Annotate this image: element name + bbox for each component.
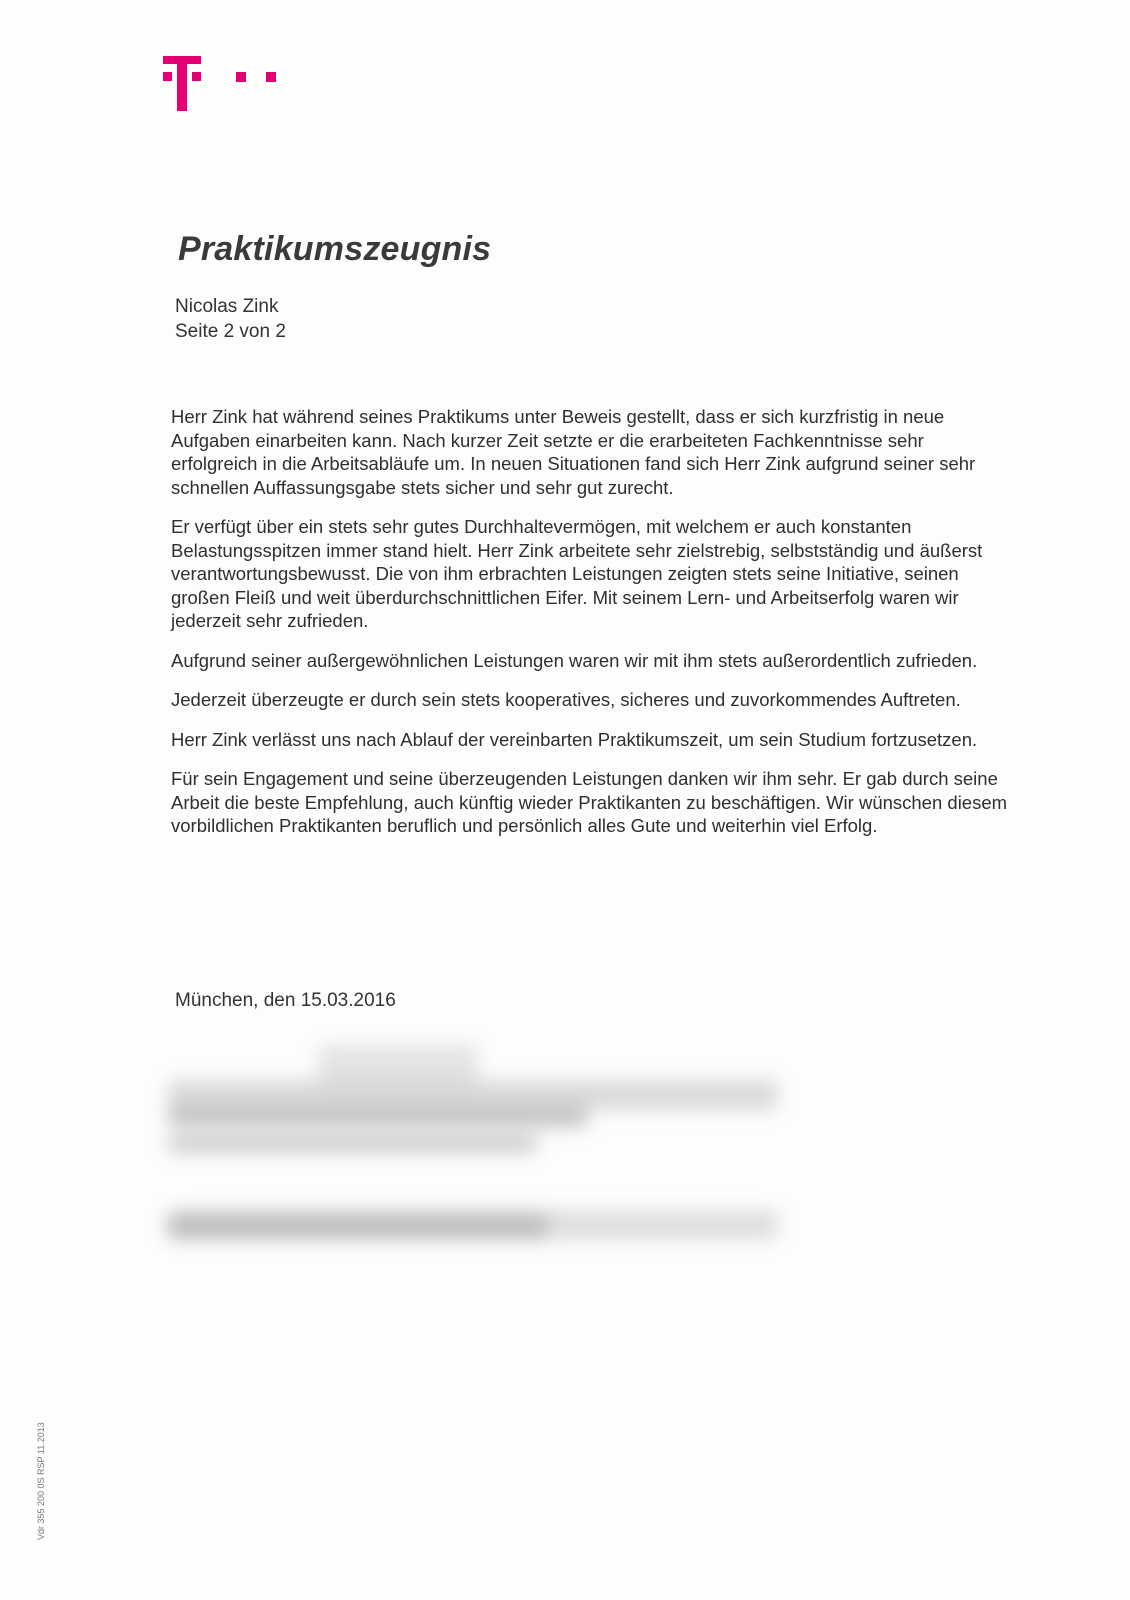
redacted-name-line-3 [168, 1215, 548, 1237]
place-date: München, den 15.03.2016 [175, 990, 396, 1011]
redacted-signature-block [168, 1045, 793, 1260]
recipient-block [175, 294, 286, 344]
recipient-name: Nicolas Zink [175, 296, 279, 317]
paragraph: Aufgrund seiner außergewöhnlichen Leistungen waren wir mit ihm stets außerordentlich zufrieden. [171, 649, 978, 671]
paragraph: Herr Zink verlässt uns nach Ablauf der vereinbarten Praktikumszeit, um sein Studium fortzusetzen. [171, 728, 978, 750]
paragraph: Für sein Engagement und seine überzeugenden Leistungen danken wir ihm sehr. Er gab durch seine Arbeit die beste Empfehlung, auch künftig wieder Praktikanten zu beschäftigen. Wir wünschen diesem vorbildlichen Praktikanten beruflich und persönlich alles Gute und weiterhin viel Erfolg. [171, 768, 1008, 836]
letter-body [171, 405, 1011, 854]
paragraph: Jederzeit überzeugte er durch sein stets kooperatives, sicheres und zuvorkommendes Auftreten. [171, 689, 961, 710]
paragraph: Er verfügt über ein stets sehr gutes Durchhaltevermögen, mit welchem er auch konstanten Belastungsspitzen immer stand hielt. Herr Zink arbeitete sehr zielstrebig, selbstständig und äußerst verantwortungsbewusst. Die von ihm erbrachten Leistungen zeigten stets seine Initiative, seinen großen Fleiß und weit überdurchschnittlichen Eifer. Mit seinem Lern- und Arbeitserfolg waren wir jederzeit sehr zufrieden. [171, 516, 983, 631]
form-code: Vdr 355 200 0S RSP 11.2013 [36, 1422, 46, 1540]
paragraph: Herr Zink hat während seines Praktikums unter Beweis gestellt, dass er sich kurzfristig in neue Aufgaben einarbeiten kann. Nach kurzer Zeit setzte er die erarbeiteten Fachkenntnisse sehr erfolgreich in die Arbeitsabläufe um. In neuen Situationen fand sich Herr Zink aufgrund seiner sehr schnellen Auffassungsgabe stets sicher und sehr gut zurecht. [171, 406, 976, 498]
redacted-name-line-1 [168, 1105, 588, 1127]
redacted-signature-scribble [318, 1045, 478, 1085]
document-title: Praktikumszeugnis [178, 230, 492, 268]
page-indicator: Seite 2 von 2 [175, 321, 286, 342]
redacted-name-line-2 [168, 1133, 538, 1153]
telekom-t-logo-icon [150, 44, 300, 114]
